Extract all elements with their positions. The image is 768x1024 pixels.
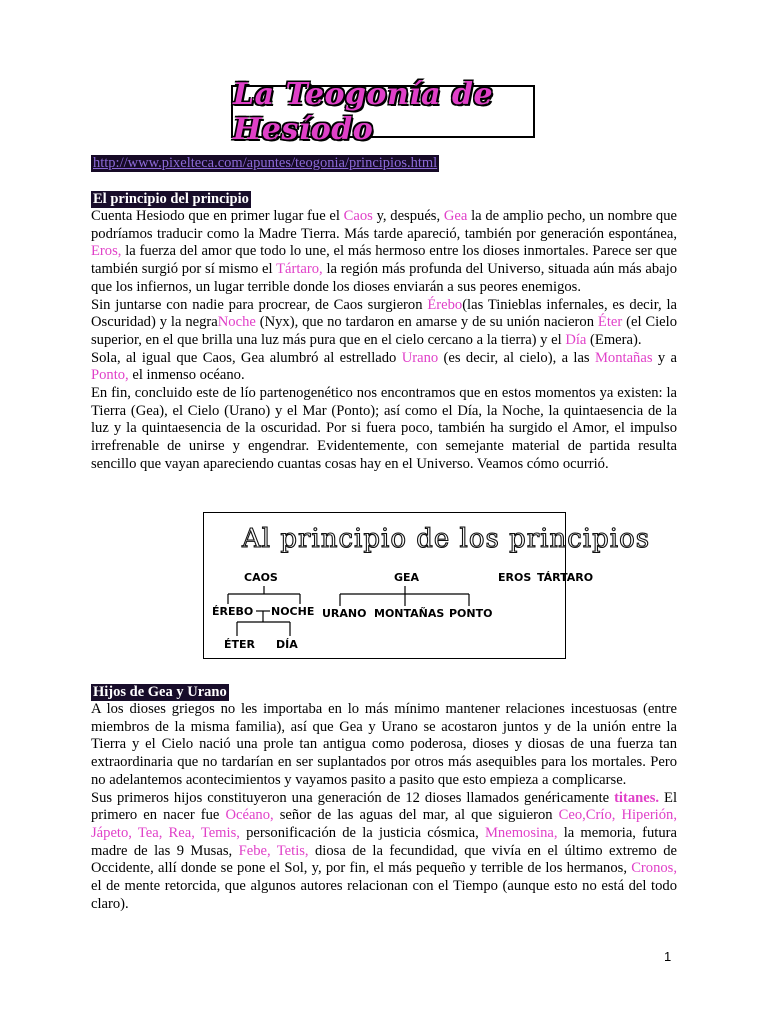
section-heading-principio: El principio del principio xyxy=(93,191,249,207)
paragraph-titanes: Sus primeros hijos constituyeron una generación de 12 dioses llamados genéricamente titanes. El primero en nacer fue Océano, señor de las aguas del mar, al que siguieron Ceo,Crío, Hiperión, Jápeto, Tea, Rea, Temis, personificación de la justicia cósmica, Mnemosina, la memoria, futura madre de las 9 Musas, Febe, Tetis, diosa de la fecundidad, que vivía en el último extremo de Occidente, allí donde se pone el Sol, y, por fin, el más pequeño y terrible de los hermanos, Cronos, el de mente retorcida, que algunos autores relacionan con el Tiempo (aunque esto no está del todo claro). xyxy=(91,789,677,912)
node-tartaro: TÁRTARO xyxy=(537,571,594,584)
name-erebo: Érebo xyxy=(427,296,463,313)
name-eros: Eros, xyxy=(91,243,122,260)
node-caos: CAOS xyxy=(244,571,278,584)
paragraph-erebo: Sin juntarse con nadie para procrear, de Caos surgieron Érebo(las Tinieblas infernales, es decir, la Oscuridad) y la negraNoche (Nyx), que no tardaron en amarse y de su unión nacieron Éter (el Cielo superior, en el que brilla una luz más pura que en el cielo cercano a la tierra) y el Día (Emera). xyxy=(91,296,678,348)
name-eter: Éter xyxy=(597,314,623,331)
paragraph-summary: En fin, concluido este de lío partenogenético nos encontramos que en estos momentos ya existen: la Tierra (Gea), el Cielo (Urano) y el Mar (Ponto); así como el Día, la Noche, la quintaesencia de la luz y la quintaesencia de la oscuridad. Por si fuera poco, también ha surgido el Amor, el impulso irrefrenable de unirse y engendrar. Evidentemente, con semejante material de partida resulta sencillo que vayan apareciendo cuantas cosas hay en el Universo. Veamos cómo ocurrió. xyxy=(91,385,677,472)
document-title: La Teogonía de Hesíodo xyxy=(233,76,494,147)
name-cronos: Cronos, xyxy=(631,860,677,877)
name-mnemosina: Mnemosina, xyxy=(484,824,558,841)
name-ponto: Ponto, xyxy=(91,367,129,384)
name-dia: Día xyxy=(565,331,587,348)
name-oceano: Océano, xyxy=(225,807,274,824)
node-ponto: PONTO xyxy=(449,607,493,620)
term-titanes: titanes. xyxy=(614,789,660,806)
paragraph-origins: Cuenta Hesiodo que en primer lugar fue el Caos y, después, Gea la de amplio pecho, un nombre que podríamos traducir como la Madre Tierra. Más tarde apareció, también por generación espontánea, Eros, la fuerza del amor que todo lo une, el más hermoso entre los dioses inmortales. Parece ser que también surgió por sí mismo el Tártaro, la región más profunda del Universo, situada aún más abajo que los infiernos, un lugar terrible donde los dioses enviarán a sus peores enemigos. xyxy=(91,208,677,295)
names-febe-tetis: Febe, Tetis, xyxy=(238,842,309,859)
section2-body xyxy=(91,701,677,913)
diagram-title: Al principio de los principios xyxy=(242,524,651,554)
node-eros: EROS xyxy=(498,571,532,584)
node-eter: ÉTER xyxy=(224,638,256,651)
title-box xyxy=(231,76,535,147)
name-montanas: Montañas xyxy=(594,349,653,366)
name-caos: Caos xyxy=(343,208,373,224)
genealogy-svg xyxy=(204,513,651,660)
node-dia: DÍA xyxy=(276,638,298,651)
node-erebo: ÉREBO xyxy=(212,605,254,618)
name-noche: Noche xyxy=(217,314,256,331)
node-noche: NOCHE xyxy=(271,605,315,618)
section-heading-hijos: Hijos de Gea y Urano xyxy=(93,684,227,700)
node-gea: GEA xyxy=(394,571,420,584)
paragraph-gea: Sola, al igual que Caos, Gea alumbró al estrellado Urano (es decir, al cielo), a las Montañas y a Ponto, el inmenso océano. xyxy=(91,349,677,384)
source-link[interactable]: http://www.pixelteca.com/apuntes/teogonia/principios.html xyxy=(93,155,438,171)
paragraph-incest: A los dioses griegos no les importaba en lo más mínimo mantener relaciones incestuosas (entre miembros de la misma familia), así que Gea y Urano se acostaron juntos y de la unión entre la Tierra y el Cielo nació una prole tan antigua como poderosa, dioses y diosas de una fuerza tan extraordinaria que no tardarían en ser suplantados por otros más asequibles para los mortales. Pero no adelantemos acontecimientos y vayamos pasito a pasito que esto empieza a complicarse. xyxy=(91,701,677,788)
node-urano: URANO xyxy=(322,607,367,620)
name-gea: Gea xyxy=(443,208,468,224)
node-montanas: MONTAÑAS xyxy=(374,607,445,620)
genealogy-diagram xyxy=(203,512,651,659)
name-tartaro: Tártaro, xyxy=(276,261,323,278)
names-titans: Ceo,Crío, Hiperión, Jápeto, Tea, Rea, Temis, xyxy=(91,807,677,841)
page-number: 1 xyxy=(664,949,672,964)
name-urano: Urano xyxy=(401,349,439,366)
section1-body xyxy=(91,208,677,474)
